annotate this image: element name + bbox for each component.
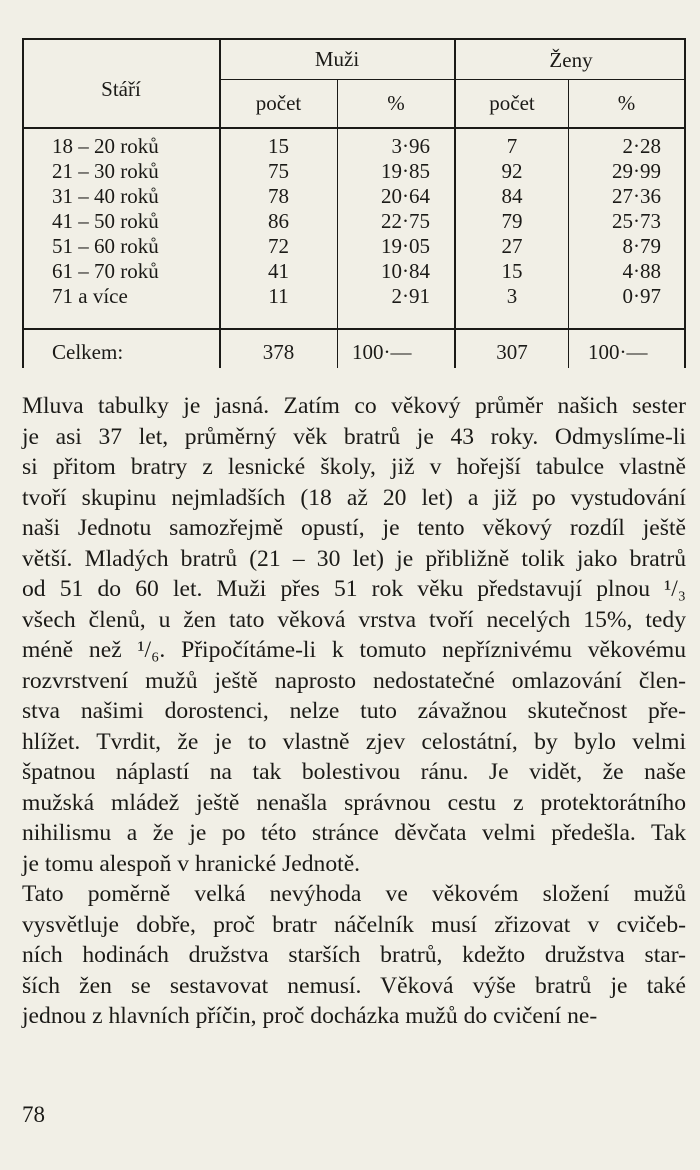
text-line: jednou z hlavních příčin, proč docházka mužů do cvičení ne- xyxy=(22,1003,598,1029)
row-4-men-count: 86 xyxy=(268,209,289,233)
text-line: naši Jednotu samozřejmě opustí, je tento věkový rozdíl ještě xyxy=(22,515,686,541)
header-men-percent: % xyxy=(387,91,405,115)
row-7-women-count: 3 xyxy=(506,284,518,308)
row-3-age: 31 – 40 roků xyxy=(52,184,159,208)
row-1-men-pct: 3·96 xyxy=(391,134,430,158)
total-women-count: 307 xyxy=(496,340,528,364)
row-6-women-pct: 4·88 xyxy=(622,259,661,283)
row-7-men-pct: 2·91 xyxy=(391,284,430,308)
text-line: méně než ¹/₆. Připočítáme-li k tomuto nepříznivému věkovému xyxy=(22,637,686,663)
text-line: rozvrstvení mužů ještě naprosto nedostatečné omlazování člen- xyxy=(22,667,686,694)
row-1-age: 18 – 20 roků xyxy=(52,134,159,158)
row-4-women-pct: 25·73 xyxy=(612,209,661,233)
header-women-percent: % xyxy=(617,91,636,115)
row-4-age: 41 – 50 roků xyxy=(52,209,159,233)
row-1-men-count: 15 xyxy=(268,134,289,158)
text-line: všech členů, u žen tato věková vrstva tvoří necelých 15%, tedy xyxy=(22,606,686,633)
body-text xyxy=(22,391,686,1032)
paragraph-2 xyxy=(22,879,686,1032)
header-bottom-rule xyxy=(22,127,686,129)
paragraph-1 xyxy=(22,391,686,879)
row-5-age: 51 – 60 roků xyxy=(52,234,159,258)
row-7-men-count: 11 xyxy=(268,284,289,308)
row-1-women-pct: 2·28 xyxy=(622,134,661,158)
text-line: od 51 do 60 let. Muži přes 51 rok věku představují plnou ¹/₃ xyxy=(22,576,686,602)
row-2-women-pct: 29·99 xyxy=(612,159,661,183)
total-women-pct: 100·— xyxy=(588,340,648,364)
text-line: vysvětluje dobře, proč bratr náčelník musí zřizovat v cvičeb- xyxy=(22,911,686,938)
total-men-pct: 100·— xyxy=(352,340,412,364)
row-6-men-count: 41 xyxy=(268,259,289,283)
row-3-men-pct: 20·64 xyxy=(381,184,430,208)
row-2-age: 21 – 30 roků xyxy=(52,159,159,183)
text-line: špatnou náplastí na tak bolestivou ránu. Je vidět, že naše xyxy=(22,759,686,785)
text-line: stva našimi dorostenci, nelze tuto závažnou skutečnost pře- xyxy=(22,698,686,724)
text-line: větší. Mladých bratrů (21 – 30 let) je přibližně tolik jako bratrů xyxy=(22,545,686,572)
row-2-men-count: 75 xyxy=(268,159,289,183)
text-line: si přitom bratry z lesnické školy, již v hořejší tabulce vlastně xyxy=(22,454,686,480)
text-line: je asi 37 let, průměrný věk bratrů je 43 roky. Odmyslíme-li xyxy=(22,423,686,450)
text-line: ních hodinách družstva starších bratrů, kdežto družstva star- xyxy=(22,942,686,968)
subheader-rule xyxy=(220,79,686,80)
row-7-age: 71 a více xyxy=(52,284,128,308)
row-6-age: 61 – 70 roků xyxy=(52,259,159,283)
row-2-women-count: 92 xyxy=(501,159,523,183)
header-men-count: počet xyxy=(255,91,302,115)
page-number: 78 xyxy=(22,1102,45,1127)
text-line: nihilismu a že je po této stránce děvčata velmi předešla. Tak xyxy=(22,820,686,846)
row-4-women-count: 79 xyxy=(501,209,523,233)
age-structure-table xyxy=(22,38,686,368)
row-3-women-pct: 27·36 xyxy=(612,184,661,208)
row-2-men-pct: 19·85 xyxy=(381,159,430,183)
text-line: tvoří skupinu nejmladších (18 až 20 let) a již po vystudování xyxy=(22,484,686,511)
row-5-men-pct: 19·05 xyxy=(381,234,430,258)
row-6-men-pct: 10·84 xyxy=(381,259,430,283)
row-6-women-count: 15 xyxy=(501,259,523,283)
text-line: hlížet. Tvrdit, že je to vlastně zjev celostátní, by bylo velmi xyxy=(22,728,686,755)
total-label: Celkem: xyxy=(52,340,124,364)
header-men: Muži xyxy=(314,47,360,71)
table-top-rule xyxy=(22,38,686,40)
header-age: Stáří xyxy=(101,77,141,101)
row-5-men-count: 72 xyxy=(268,234,289,258)
text-line: je tomu alespoň v hranické Jednotě. xyxy=(22,850,361,877)
total-men-count: 378 xyxy=(262,340,295,364)
row-4-men-pct: 22·75 xyxy=(381,209,430,233)
row-5-women-count: 27 xyxy=(501,234,523,258)
header-women: Ženy xyxy=(549,48,593,72)
row-7-women-pct: 0·97 xyxy=(622,284,661,308)
text-line: mužská mládež ještě nenašla správnou cestu z protektorátního xyxy=(22,789,686,816)
row-5-women-pct: 8·79 xyxy=(622,234,661,258)
row-3-women-count: 84 xyxy=(501,184,523,208)
header-women-count: počet xyxy=(489,91,535,115)
total-rule xyxy=(22,328,686,330)
text-line: ších žen se sestavovat nemusí. Věková výše bratrů je také xyxy=(22,972,686,999)
row-3-men-count: 78 xyxy=(268,184,289,208)
table-right-rule xyxy=(684,38,686,368)
text-line: Mluva tabulky je jasná. Zatím co věkový průměr našich sester xyxy=(22,393,686,419)
row-1-women-count: 7 xyxy=(506,134,518,158)
text-line: Tato poměrně velká nevýhoda ve věkovém složení mužů xyxy=(22,881,686,907)
